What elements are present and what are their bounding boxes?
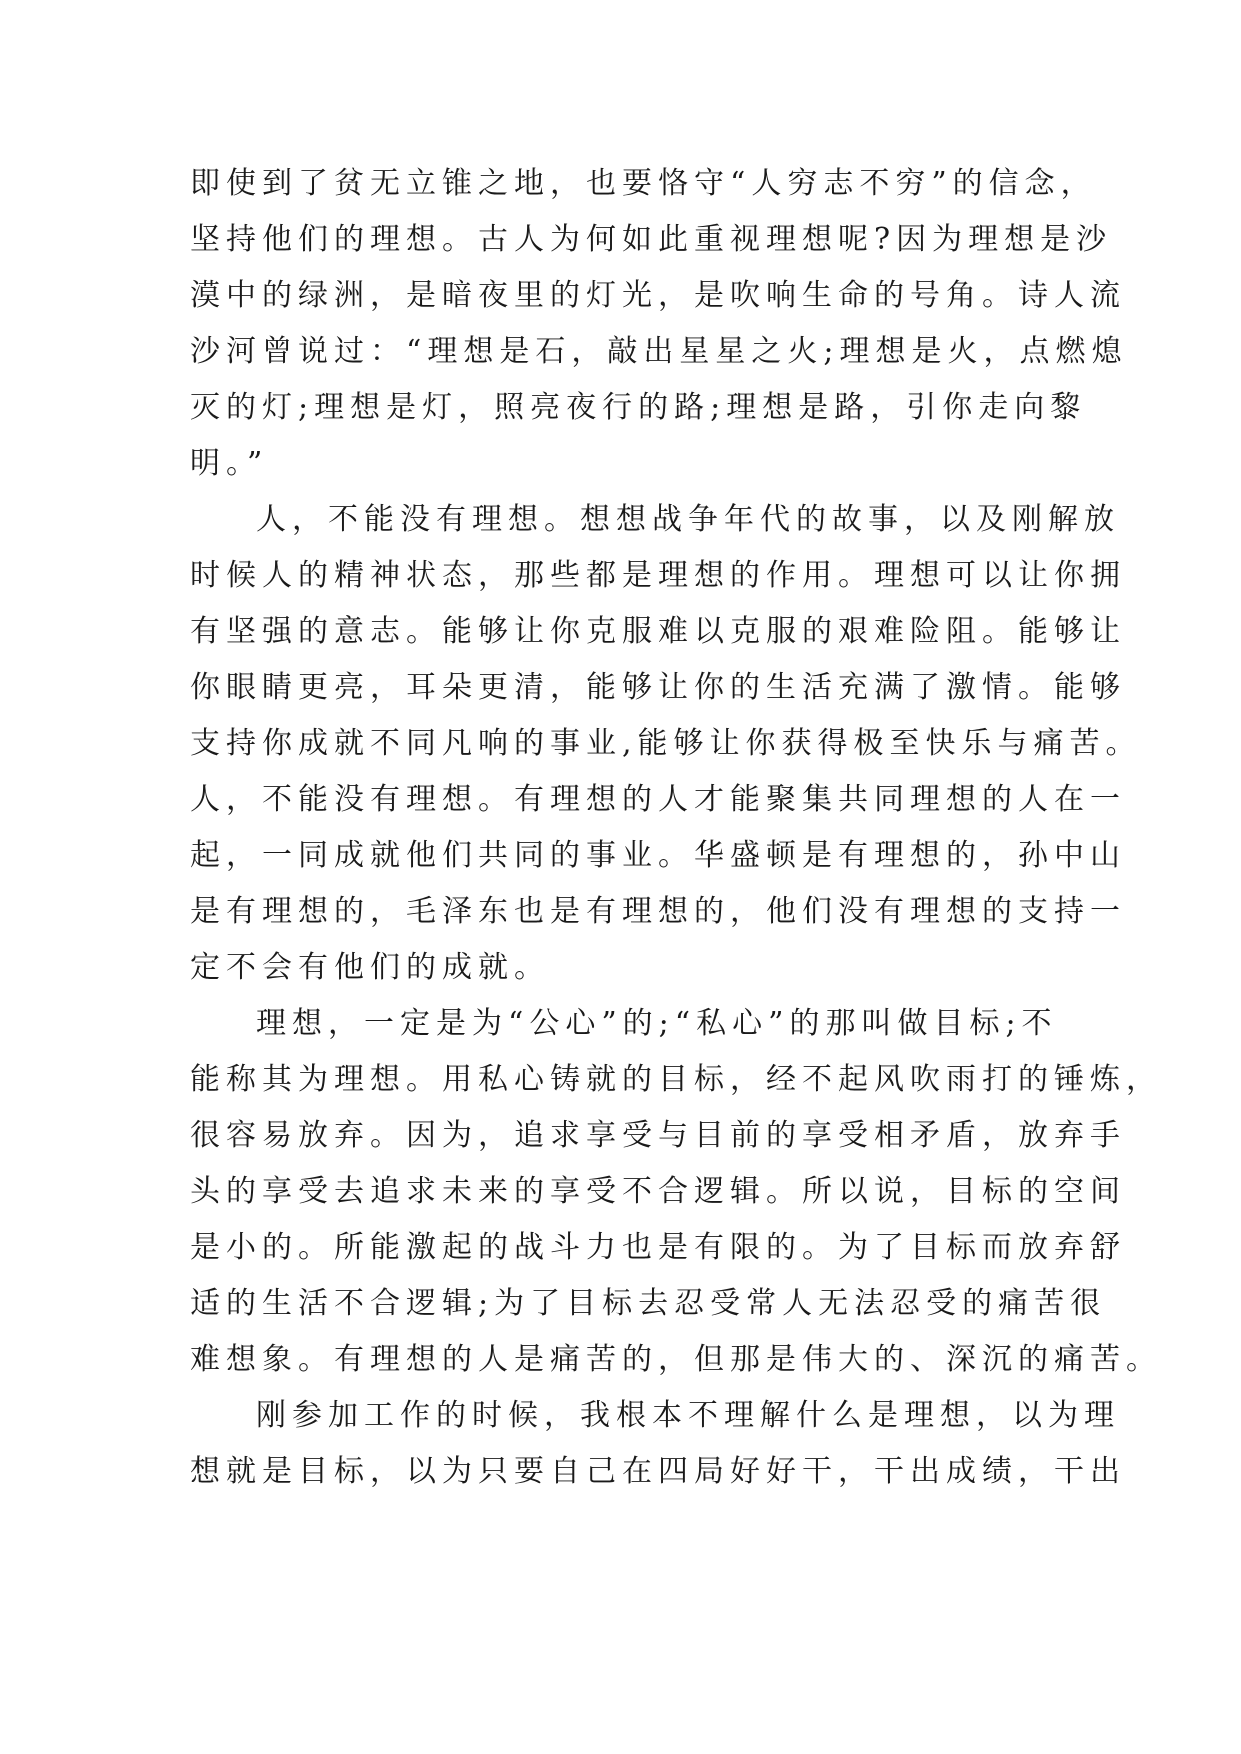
text-line: 支持你成就不同凡响的事业,能够让你获得极至快乐与痛苦。	[190, 726, 1142, 761]
text-line: 起，一同成就他们共同的事业。华盛顿是有理想的，孙中山	[190, 838, 1126, 873]
text-line: 坚持他们的理想。古人为何如此重视理想呢?因为理想是沙	[190, 222, 1113, 257]
text-line: 是小的。所能激起的战斗力也是有限的。为了目标而放弃舒	[190, 1230, 1126, 1265]
text-line: 理想，一定是为“公心”的;“私心”的那叫做目标;不	[256, 1006, 1058, 1041]
text-line: 有坚强的意志。能够让你克服难以克服的艰难险阻。能够让	[190, 614, 1126, 649]
document-body	[190, 156, 1162, 1500]
text-line: 人，不能没有理想。有理想的人才能聚集共同理想的人在一	[190, 782, 1126, 817]
paragraph-3	[190, 996, 1162, 1388]
text-line: 难想象。有理想的人是痛苦的，但那是伟大的、深沉的痛苦。	[190, 1342, 1162, 1377]
text-line: 很容易放弃。因为，追求享受与目前的享受相矛盾，放弃手	[190, 1118, 1126, 1153]
text-line: 人，不能没有理想。想想战争年代的故事，以及刚解放	[256, 502, 1120, 537]
text-line: 能称其为理想。用私心铸就的目标，经不起风吹雨打的锤炼，	[190, 1062, 1162, 1097]
text-line: 漠中的绿洲，是暗夜里的灯光，是吹响生命的号角。诗人流	[190, 278, 1126, 313]
paragraph-2	[190, 492, 1142, 996]
paragraph-1	[190, 156, 1128, 492]
text-line: 明。”	[190, 446, 269, 481]
paragraph-4	[190, 1388, 1126, 1500]
text-line: 你眼睛更亮，耳朵更清，能够让你的生活充满了激情。能够	[190, 670, 1126, 705]
text-line: 是有理想的，毛泽东也是有理想的，他们没有理想的支持一	[190, 894, 1126, 929]
text-line: 定不会有他们的成就。	[190, 950, 550, 985]
text-line: 灭的灯;理想是灯，照亮夜行的路;理想是路，引你走向黎	[190, 390, 1087, 425]
text-line: 沙河曾说过：“理想是石，敲出星星之火;理想是火，点燃熄	[190, 334, 1128, 369]
text-line: 刚参加工作的时候，我根本不理解什么是理想，以为理	[256, 1398, 1120, 1433]
text-line: 头的享受去追求未来的享受不合逻辑。所以说，目标的空间	[190, 1174, 1126, 1209]
text-line: 想就是目标，以为只要自己在四局好好干，干出成绩，干出	[190, 1454, 1126, 1489]
text-line: 时候人的精神状态，那些都是理想的作用。理想可以让你拥	[190, 558, 1126, 593]
text-line: 适的生活不合逻辑;为了目标去忍受常人无法忍受的痛苦很	[190, 1286, 1107, 1321]
text-line: 即使到了贫无立锥之地，也要恪守“人穷志不穷”的信念，	[190, 166, 1097, 201]
